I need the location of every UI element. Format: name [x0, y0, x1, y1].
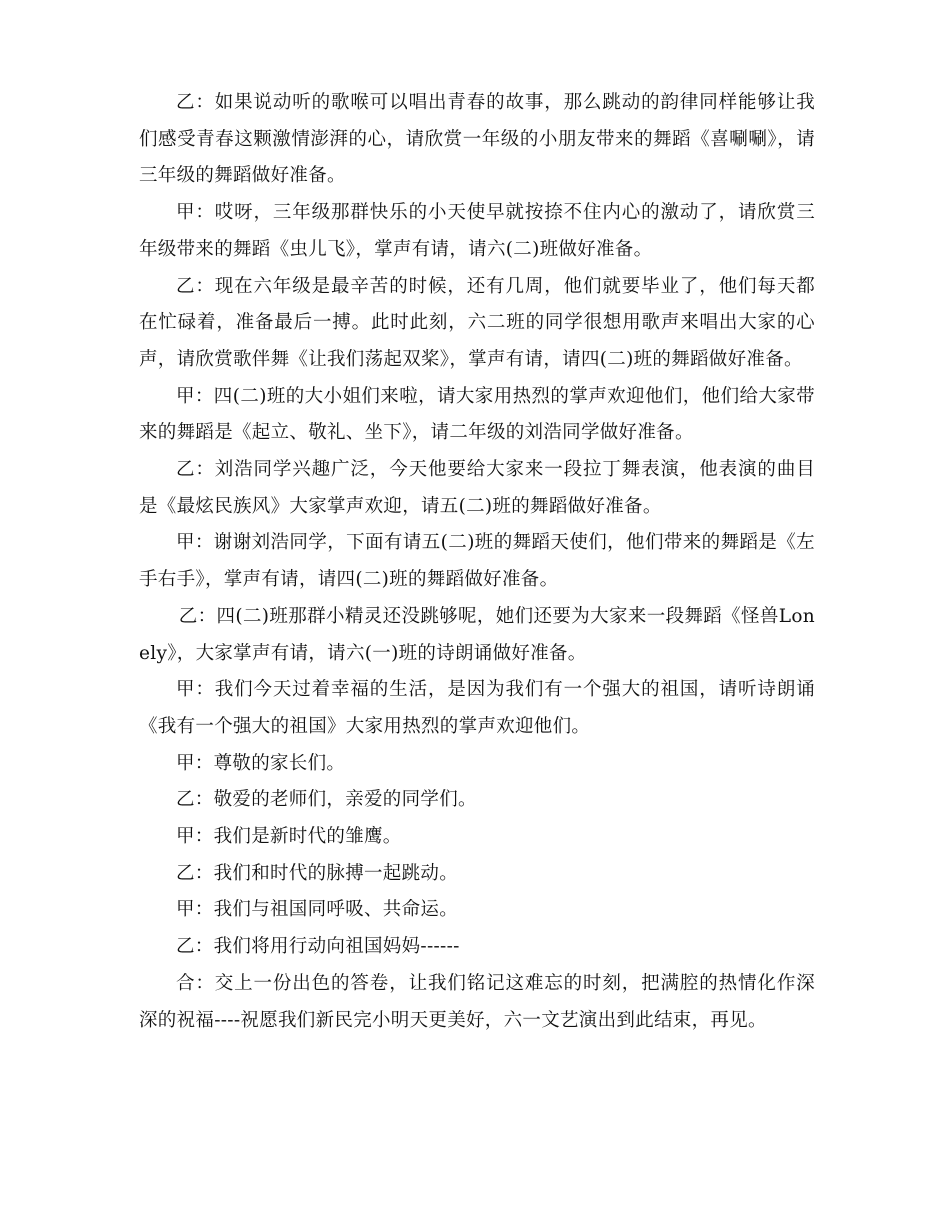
paragraph-9: 甲：尊敬的家长们。	[176, 752, 346, 774]
paragraph-12: 乙：我们和时代的脉搏一起跳动。	[176, 862, 459, 884]
paragraph-14: 乙：我们将用行动向祖国妈妈------	[176, 936, 460, 958]
paragraph-3: 乙：现在六年级是最辛苦的时候，还有几周，他们就要毕业了，他们每天都在忙碌着，准备最后一搏。此时此刻，六二班的同学很想用歌声来唱出大家的心声，请欣赏歌伴舞《让我们荡起双桨》，掌声有请，请四(二)班的舞蹈做好准备。	[139, 275, 815, 370]
paragraph-7: 乙：四(二)班那群小精灵还没跳够呢，她们还要为大家来一段舞蹈《怪兽Lonely》，大家掌声有请，请六(一)班的诗朗诵做好准备。	[139, 605, 815, 664]
paragraph-2: 甲：哎呀，三年级那群快乐的小天使早就按捺不住内心的激动了，请欣赏三年级带来的舞蹈《虫儿飞》，掌声有请，请六(二)班做好准备。	[139, 202, 815, 260]
paragraph-4: 甲：四(二)班的大小姐们来啦，请大家用热烈的掌声欢迎他们，他们给大家带来的舞蹈是《起立、敬礼、坐下》，请二年级的刘浩同学做好准备。	[139, 385, 815, 444]
paragraph-15: 合：交上一份出色的答卷，让我们铭记这难忘的时刻，把满腔的热情化作深深的祝福----祝愿我们新民完小明天更美好，六一文艺演出到此结束，再见。	[139, 972, 815, 1031]
document-body	[139, 85, 815, 1039]
paragraph-10: 乙：敬爱的老师们，亲爱的同学们。	[176, 789, 477, 811]
paragraph-6: 甲：谢谢刘浩同学，下面有请五(二)班的舞蹈天使们，他们带来的舞蹈是《左手右手》，掌声有请，请四(二)班的舞蹈做好准备。	[139, 532, 815, 591]
paragraph-1: 乙：如果说动听的歌喉可以唱出青春的故事，那么跳动的韵律同样能够让我们感受青春这颗激情澎湃的心，请欣赏一年级的小朋友带来的舞蹈《喜唰唰》，请三年级的舞蹈做好准备。	[139, 92, 815, 187]
paragraph-8: 甲：我们今天过着幸福的生活，是因为我们有一个强大的祖国，请听诗朗诵《我有一个强大的祖国》大家用热烈的掌声欢迎他们。	[139, 679, 815, 737]
paragraph-13: 甲：我们与祖国同呼吸、共命运。	[176, 899, 459, 921]
paragraph-11: 甲：我们是新时代的雏鹰。	[176, 826, 402, 848]
paragraph-5: 乙：刘浩同学兴趣广泛，今天他要给大家来一段拉丁舞表演，他表演的曲目是《最炫民族风》大家掌声欢迎，请五(二)班的舞蹈做好准备。	[139, 459, 815, 517]
